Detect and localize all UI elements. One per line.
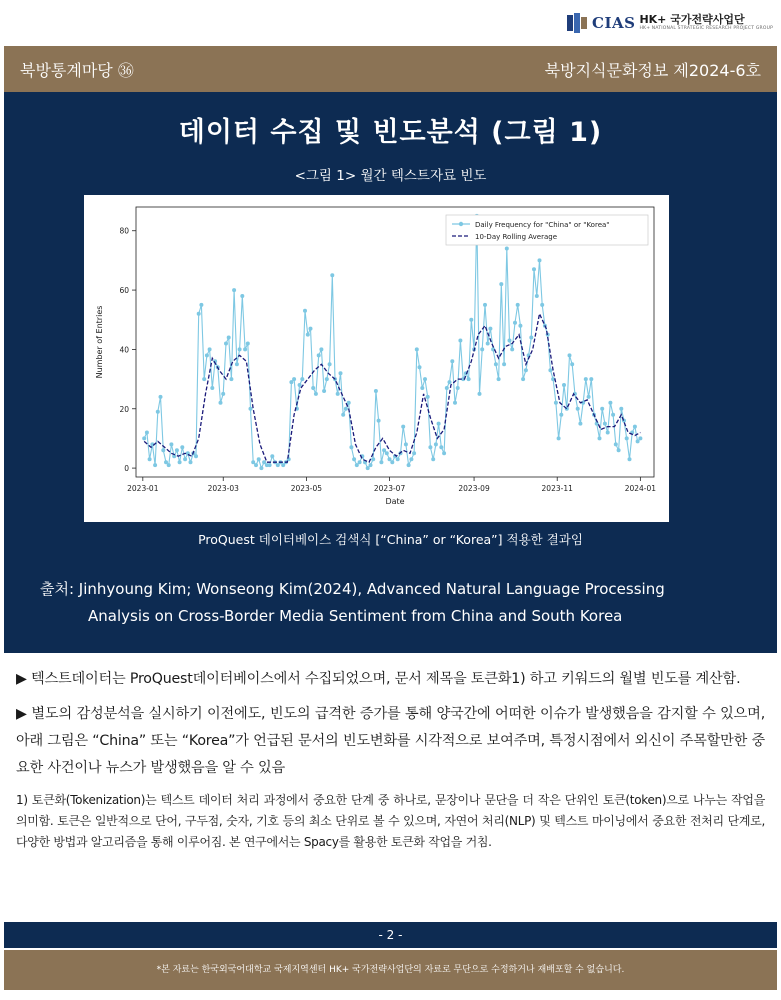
daily-frequency-point (576, 407, 580, 411)
daily-frequency-point (628, 457, 632, 461)
daily-frequency-point (488, 327, 492, 331)
daily-frequency-point (153, 463, 157, 467)
daily-frequency-point (510, 347, 514, 351)
daily-frequency-point (319, 347, 323, 351)
daily-frequency-line (144, 216, 640, 468)
issue-label: 북방지식문화정보 제2024-6호 (544, 60, 761, 80)
daily-frequency-point (458, 339, 462, 343)
daily-frequency-point (540, 303, 544, 307)
cias-logo (566, 8, 773, 38)
daily-frequency-point (603, 422, 607, 426)
daily-frequency-point (289, 380, 293, 384)
x-tick-label: 2023-03 (207, 484, 239, 493)
daily-frequency-point (587, 395, 591, 399)
daily-frequency-point (325, 377, 329, 381)
daily-frequency-point (559, 413, 563, 417)
source-citation (40, 576, 760, 630)
logo-subtitle: HK+ NATIONAL STRATEGIC RESEARCH PROJECT GROUP (639, 26, 773, 32)
daily-frequency-point (371, 457, 375, 461)
daily-frequency-point (309, 327, 313, 331)
x-tick-label: 2023-05 (290, 484, 323, 493)
daily-frequency-point (369, 463, 373, 467)
daily-frequency-point (298, 383, 302, 387)
daily-frequency-point (445, 386, 449, 390)
cias-logo-icon (566, 12, 588, 34)
daily-frequency-point (189, 460, 193, 464)
daily-frequency-point (156, 410, 160, 414)
daily-frequency-point (404, 442, 408, 446)
daily-frequency-point (366, 466, 370, 470)
daily-frequency-point (246, 342, 250, 346)
daily-frequency-point (486, 342, 490, 346)
daily-frequency-point (259, 466, 263, 470)
daily-frequency-point (456, 386, 460, 390)
daily-frequency-point (235, 362, 239, 366)
x-tick-label: 2023-09 (458, 484, 490, 493)
daily-frequency-point (197, 312, 201, 316)
daily-frequency-point (600, 407, 604, 411)
chart-note: ProQuest 데이터베이스 검색식 [“China” or “Korea”] 적용한 결과임 (198, 532, 583, 547)
daily-frequency-point (224, 342, 228, 346)
daily-frequency-point (377, 419, 381, 423)
daily-frequency-point (178, 460, 182, 464)
logo-org-name: HK+ 국가전략사업단 (639, 13, 745, 27)
daily-frequency-point (554, 401, 558, 405)
body-text (4, 658, 777, 920)
daily-frequency-point (358, 460, 362, 464)
legend-daily-marker (459, 222, 463, 226)
daily-frequency-point (180, 445, 184, 449)
daily-frequency-point (513, 321, 517, 325)
daily-frequency-point (608, 401, 612, 405)
daily-frequency-point (303, 309, 307, 313)
daily-frequency-point (328, 362, 332, 366)
y-tick-label: 60 (119, 286, 129, 296)
daily-frequency-point (322, 389, 326, 393)
daily-frequency-point (497, 377, 501, 381)
daily-frequency-point (202, 377, 206, 381)
daily-frequency-point (183, 457, 187, 461)
daily-frequency-point (390, 460, 394, 464)
x-tick-label: 2023-11 (541, 484, 573, 493)
daily-frequency-point (249, 407, 253, 411)
daily-frequency-point (388, 457, 392, 461)
daily-frequency-point (219, 401, 223, 405)
daily-frequency-point (257, 457, 261, 461)
daily-frequency-point (437, 422, 441, 426)
page-title: 데이터 수집 및 빈도분석 (그림 1) (178, 117, 603, 148)
daily-frequency-point (636, 439, 640, 443)
daily-frequency-point (589, 377, 593, 381)
y-tick-label: 20 (119, 404, 129, 414)
daily-frequency-point (300, 377, 304, 381)
daily-frequency-point (521, 377, 525, 381)
legend-daily-label: Daily Frequency for "China" or "Korea" (475, 221, 610, 229)
daily-frequency-point (208, 347, 212, 351)
daily-frequency-point (505, 247, 509, 251)
daily-frequency-point (448, 380, 452, 384)
daily-frequency-point (415, 347, 419, 351)
daily-frequency-point (229, 377, 233, 381)
daily-frequency-point (480, 347, 484, 351)
daily-frequency-point (450, 359, 454, 363)
daily-frequency-point (412, 451, 416, 455)
daily-frequency-point (426, 395, 430, 399)
series-label: 북방통계마당 ㊱ (20, 60, 134, 80)
daily-frequency-point (529, 336, 533, 340)
daily-frequency-point (148, 457, 152, 461)
frequency-chart (84, 195, 669, 522)
daily-frequency-point (611, 413, 615, 417)
daily-frequency-point (330, 273, 334, 277)
daily-frequency-point (401, 425, 405, 429)
x-tick-label: 2024-01 (624, 484, 657, 493)
daily-frequency-point (420, 386, 424, 390)
y-axis-label: Number of Entries (95, 305, 104, 379)
daily-frequency-point (210, 386, 214, 390)
daily-frequency-point (292, 377, 296, 381)
paragraph-2: ▶ 별도의 감성분석을 실시하기 이전에도, 빈도의 급격한 증가를 통해 양국간에 어떠한 이슈가 발생했음을 감지할 수 있으며, 아래 그림은 “China” 또는 “Korea”가 언급된 문서의 빈도변화를 시각적으로 보여주며, 특정시점에서 외신이 주목할만한 중요한 사건이나 뉴스가 발생했음을 알 수 있음 (16, 706, 765, 776)
header-bar (4, 46, 777, 92)
y-tick-label: 80 (119, 226, 129, 236)
daily-frequency-point (606, 431, 610, 435)
figure-caption: <그림 1> 월간 텍스트자료 빈도 (294, 168, 487, 184)
daily-frequency-point (314, 392, 318, 396)
legend-rolling-label: 10-Day Rolling Average (475, 233, 557, 241)
y-tick-label: 40 (119, 345, 129, 355)
top-bar (0, 0, 781, 46)
daily-frequency-point (524, 368, 528, 372)
daily-frequency-point (161, 448, 165, 452)
daily-frequency-point (633, 425, 637, 429)
daily-frequency-point (617, 448, 621, 452)
daily-frequency-point (317, 353, 321, 357)
daily-frequency-point (568, 353, 572, 357)
daily-frequency-point (469, 318, 473, 322)
daily-frequency-point (428, 445, 432, 449)
daily-frequency-point (584, 377, 588, 381)
daily-frequency-point (339, 371, 343, 375)
daily-frequency-point (494, 362, 498, 366)
daily-frequency-point (221, 392, 225, 396)
daily-frequency-point (341, 413, 345, 417)
y-tick-label: 0 (124, 464, 129, 474)
daily-frequency-point (423, 377, 427, 381)
daily-frequency-point (532, 267, 536, 271)
daily-frequency-point (570, 362, 574, 366)
daily-frequency-point (625, 436, 629, 440)
source-line-2: Analysis on Cross-Border Media Sentiment from China and South Korea (88, 607, 623, 625)
daily-frequency-point (518, 324, 522, 328)
daily-frequency-point (268, 463, 272, 467)
daily-frequency-point (379, 460, 383, 464)
daily-frequency-point (614, 442, 618, 446)
daily-frequency-point (557, 436, 561, 440)
daily-frequency-point (538, 258, 542, 262)
footnote: 1) 토큰화(Tokenization)는 텍스트 데이터 처리 과정에서 중요한 단계 중 하나로, 문장이나 문단을 더 작은 단위인 토큰(token)으로 나누는 작업을 의미함. 토큰은 일반적으로 단어, 구두점, 숫자, 기호 등의 최소 단위로 볼 수 있으며, 자연어 처리(NLP) 및 텍스트 마이닝에서 중요한 전처리 단계로, 다양한 방법과 알고리즘을 통해 이루어짐. 본 연구에서는 Spacy를 활용한 토큰화 작업을 거침. (16, 793, 765, 849)
daily-frequency-point (562, 383, 566, 387)
daily-frequency-point (175, 448, 179, 452)
daily-frequency-point (270, 454, 274, 458)
x-axis-label: Date (385, 497, 405, 506)
daily-frequency-point (638, 436, 642, 440)
daily-frequency-point (251, 460, 255, 464)
daily-frequency-point (199, 303, 203, 307)
daily-frequency-point (548, 368, 552, 372)
paragraph-1: ▶ 텍스트데이터는 ProQuest데이터베이스에서 수집되었으며, 문서 제목을 토큰화1) 하고 키워드의 월별 빈도를 계산함. (16, 671, 741, 687)
daily-frequency-point (508, 339, 512, 343)
daily-frequency-point (243, 347, 247, 351)
daily-frequency-point (311, 386, 315, 390)
daily-frequency-point (167, 463, 171, 467)
daily-frequency-point (194, 454, 198, 458)
x-tick-label: 2023-07 (373, 484, 406, 493)
daily-frequency-point (349, 445, 353, 449)
daily-frequency-point (382, 448, 386, 452)
daily-frequency-point (159, 395, 163, 399)
daily-frequency-point (439, 445, 443, 449)
page-number: - 2 - (4, 922, 777, 948)
daily-frequency-point (374, 389, 378, 393)
figure-panel (4, 92, 777, 653)
daily-frequency-point (478, 392, 482, 396)
daily-frequency-point (254, 463, 258, 467)
rolling-average-line (144, 314, 640, 462)
daily-frequency-point (434, 442, 438, 446)
logo-cias-text: CIAS (592, 14, 636, 32)
daily-frequency-point (578, 422, 582, 426)
daily-frequency-point (396, 457, 400, 461)
daily-frequency-point (238, 347, 242, 351)
daily-frequency-point (227, 336, 231, 340)
daily-frequency-point (407, 463, 411, 467)
plot-frame (136, 207, 654, 477)
daily-frequency-point (385, 451, 389, 455)
daily-frequency-point (453, 401, 457, 405)
daily-frequency-point (355, 463, 359, 467)
daily-frequency-point (418, 365, 422, 369)
daily-frequency-point (306, 333, 310, 337)
source-line-1: 출처: Jinhyoung Kim; Wonseong Kim(2024), Advanced Natural Language Processing (40, 580, 665, 598)
daily-frequency-point (205, 353, 209, 357)
daily-frequency-point (169, 442, 173, 446)
daily-frequency-point (347, 401, 351, 405)
daily-frequency-point (483, 303, 487, 307)
daily-frequency-point (240, 294, 244, 298)
daily-frequency-point (598, 436, 602, 440)
daily-frequency-point (262, 460, 266, 464)
chart-container (84, 195, 669, 522)
daily-frequency-point (431, 457, 435, 461)
daily-frequency-point (232, 288, 236, 292)
daily-frequency-point (409, 457, 413, 461)
daily-frequency-point (467, 377, 471, 381)
daily-frequency-point (499, 282, 503, 286)
disclaimer: *본 자료는 한국외국어대학교 국제지역센터 HK+ 국가전략사업단의 자료로 무단으로 수정하거나 재배포할 수 없습니다. (4, 950, 777, 990)
daily-frequency-point (344, 407, 348, 411)
x-tick-label: 2023-01 (127, 484, 159, 493)
daily-frequency-point (442, 451, 446, 455)
daily-frequency-point (516, 303, 520, 307)
daily-frequency-point (142, 436, 146, 440)
daily-frequency-point (502, 362, 506, 366)
daily-frequency-point (619, 407, 623, 411)
daily-frequency-point (352, 457, 356, 461)
daily-frequency-point (145, 431, 149, 435)
daily-frequency-point (336, 392, 340, 396)
daily-frequency-point (535, 294, 539, 298)
